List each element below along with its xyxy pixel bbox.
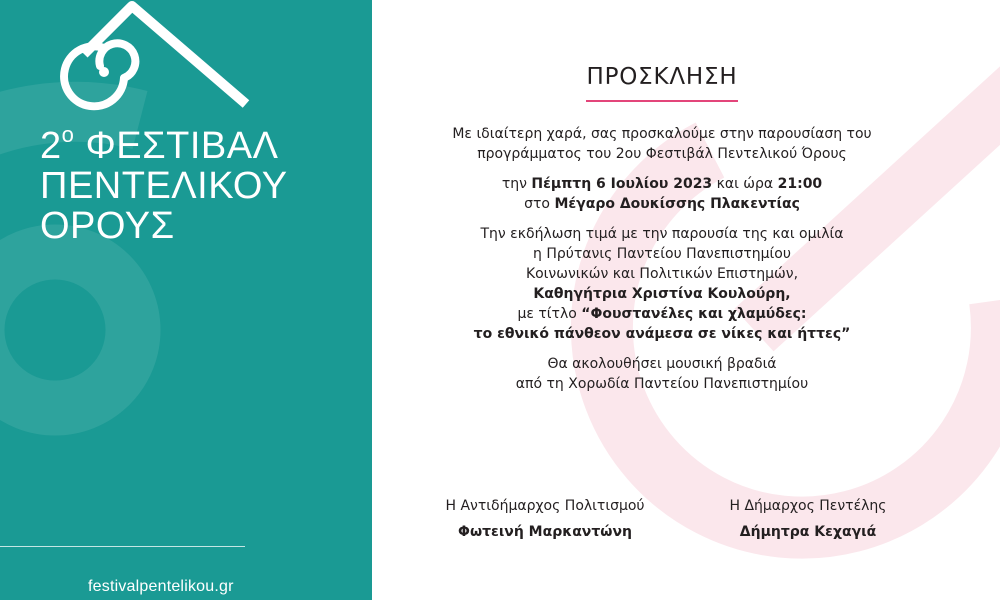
talk-prefix: με τίτλο bbox=[517, 306, 577, 322]
venue-prefix: στο bbox=[524, 196, 550, 212]
music-paragraph bbox=[392, 354, 932, 394]
speech-line: η Πρύτανις Παντείου Πανεπιστημίου bbox=[533, 246, 791, 262]
title-number: 2 bbox=[40, 125, 62, 167]
intro-line: Με ιδιαίτερη χαρά, σας προσκαλούμε στην παρουσίαση του bbox=[452, 126, 872, 142]
speech-line: Την εκδήλωση τιμά με την παρουσία της και ομιλία bbox=[480, 226, 844, 242]
speaker-name: Καθηγήτρια Χριστίνα Κουλούρη, bbox=[533, 286, 791, 302]
signature-mayor bbox=[690, 496, 926, 542]
heading-underline bbox=[586, 100, 738, 102]
event-venue: Μέγαρο Δουκίσσης Πλακεντίας bbox=[554, 196, 800, 212]
date-prefix: την bbox=[501, 176, 527, 192]
speech-paragraph bbox=[392, 224, 932, 344]
speech-line: Κοινωνικών και Πολιτικών Επιστημών, bbox=[525, 266, 799, 282]
festival-logo-art bbox=[0, 0, 372, 600]
event-time: 21:00 bbox=[777, 176, 823, 192]
music-line: Θα ακολουθήσει μουσική βραδιά bbox=[547, 356, 777, 372]
intro-paragraph bbox=[392, 124, 932, 164]
intro-line: προγράμματος του 2ου Φεστιβάλ Πεντελικού Όρους bbox=[477, 146, 847, 162]
event-date: Πέμπτη 6 Ιουλίου 2023 bbox=[531, 176, 713, 192]
title-line-orous: ΟΡΟΥΣ bbox=[40, 205, 175, 247]
talk-title: “Φουστανέλες και χλαμύδες: bbox=[581, 306, 807, 322]
music-line: από τη Χορωδία Παντείου Πανεπιστημίου bbox=[515, 376, 809, 392]
title-line-pentelikou: ΠΕΝΤΕΛΙΚΟΥ bbox=[40, 165, 288, 207]
date-paragraph bbox=[392, 174, 932, 214]
website-link[interactable]: festivalpentelikou.gr bbox=[88, 578, 234, 595]
panel-divider bbox=[0, 546, 245, 547]
signature-role: Η Αντιδήμαρχος Πολιτισμού bbox=[445, 498, 645, 514]
time-prefix: και ώρα bbox=[716, 176, 774, 192]
talk-title: το εθνικό πάνθεον ανάμεσα σε νίκες και ήττες” bbox=[473, 326, 851, 342]
signature-role: Η Δήμαρχος Πεντέλης bbox=[729, 498, 887, 514]
signature-name: Φωτεινή Μαρκαντώνη bbox=[458, 524, 632, 540]
signature-name: Δήμητρα Κεχαγιά bbox=[739, 524, 877, 540]
title-ordinal: ο bbox=[61, 122, 75, 147]
festival-panel bbox=[0, 0, 372, 600]
date-line bbox=[392, 174, 932, 194]
signature-deputy-mayor bbox=[390, 496, 700, 542]
invitation-content bbox=[392, 62, 932, 404]
festival-title bbox=[40, 122, 288, 247]
venue-line bbox=[392, 194, 932, 214]
invitation-heading: ΠΡΟΣΚΛΗΣΗ bbox=[586, 64, 738, 90]
title-word-festival: ΦΕΣΤΙΒΑΛ bbox=[85, 125, 279, 167]
talk-title-line bbox=[392, 304, 932, 324]
